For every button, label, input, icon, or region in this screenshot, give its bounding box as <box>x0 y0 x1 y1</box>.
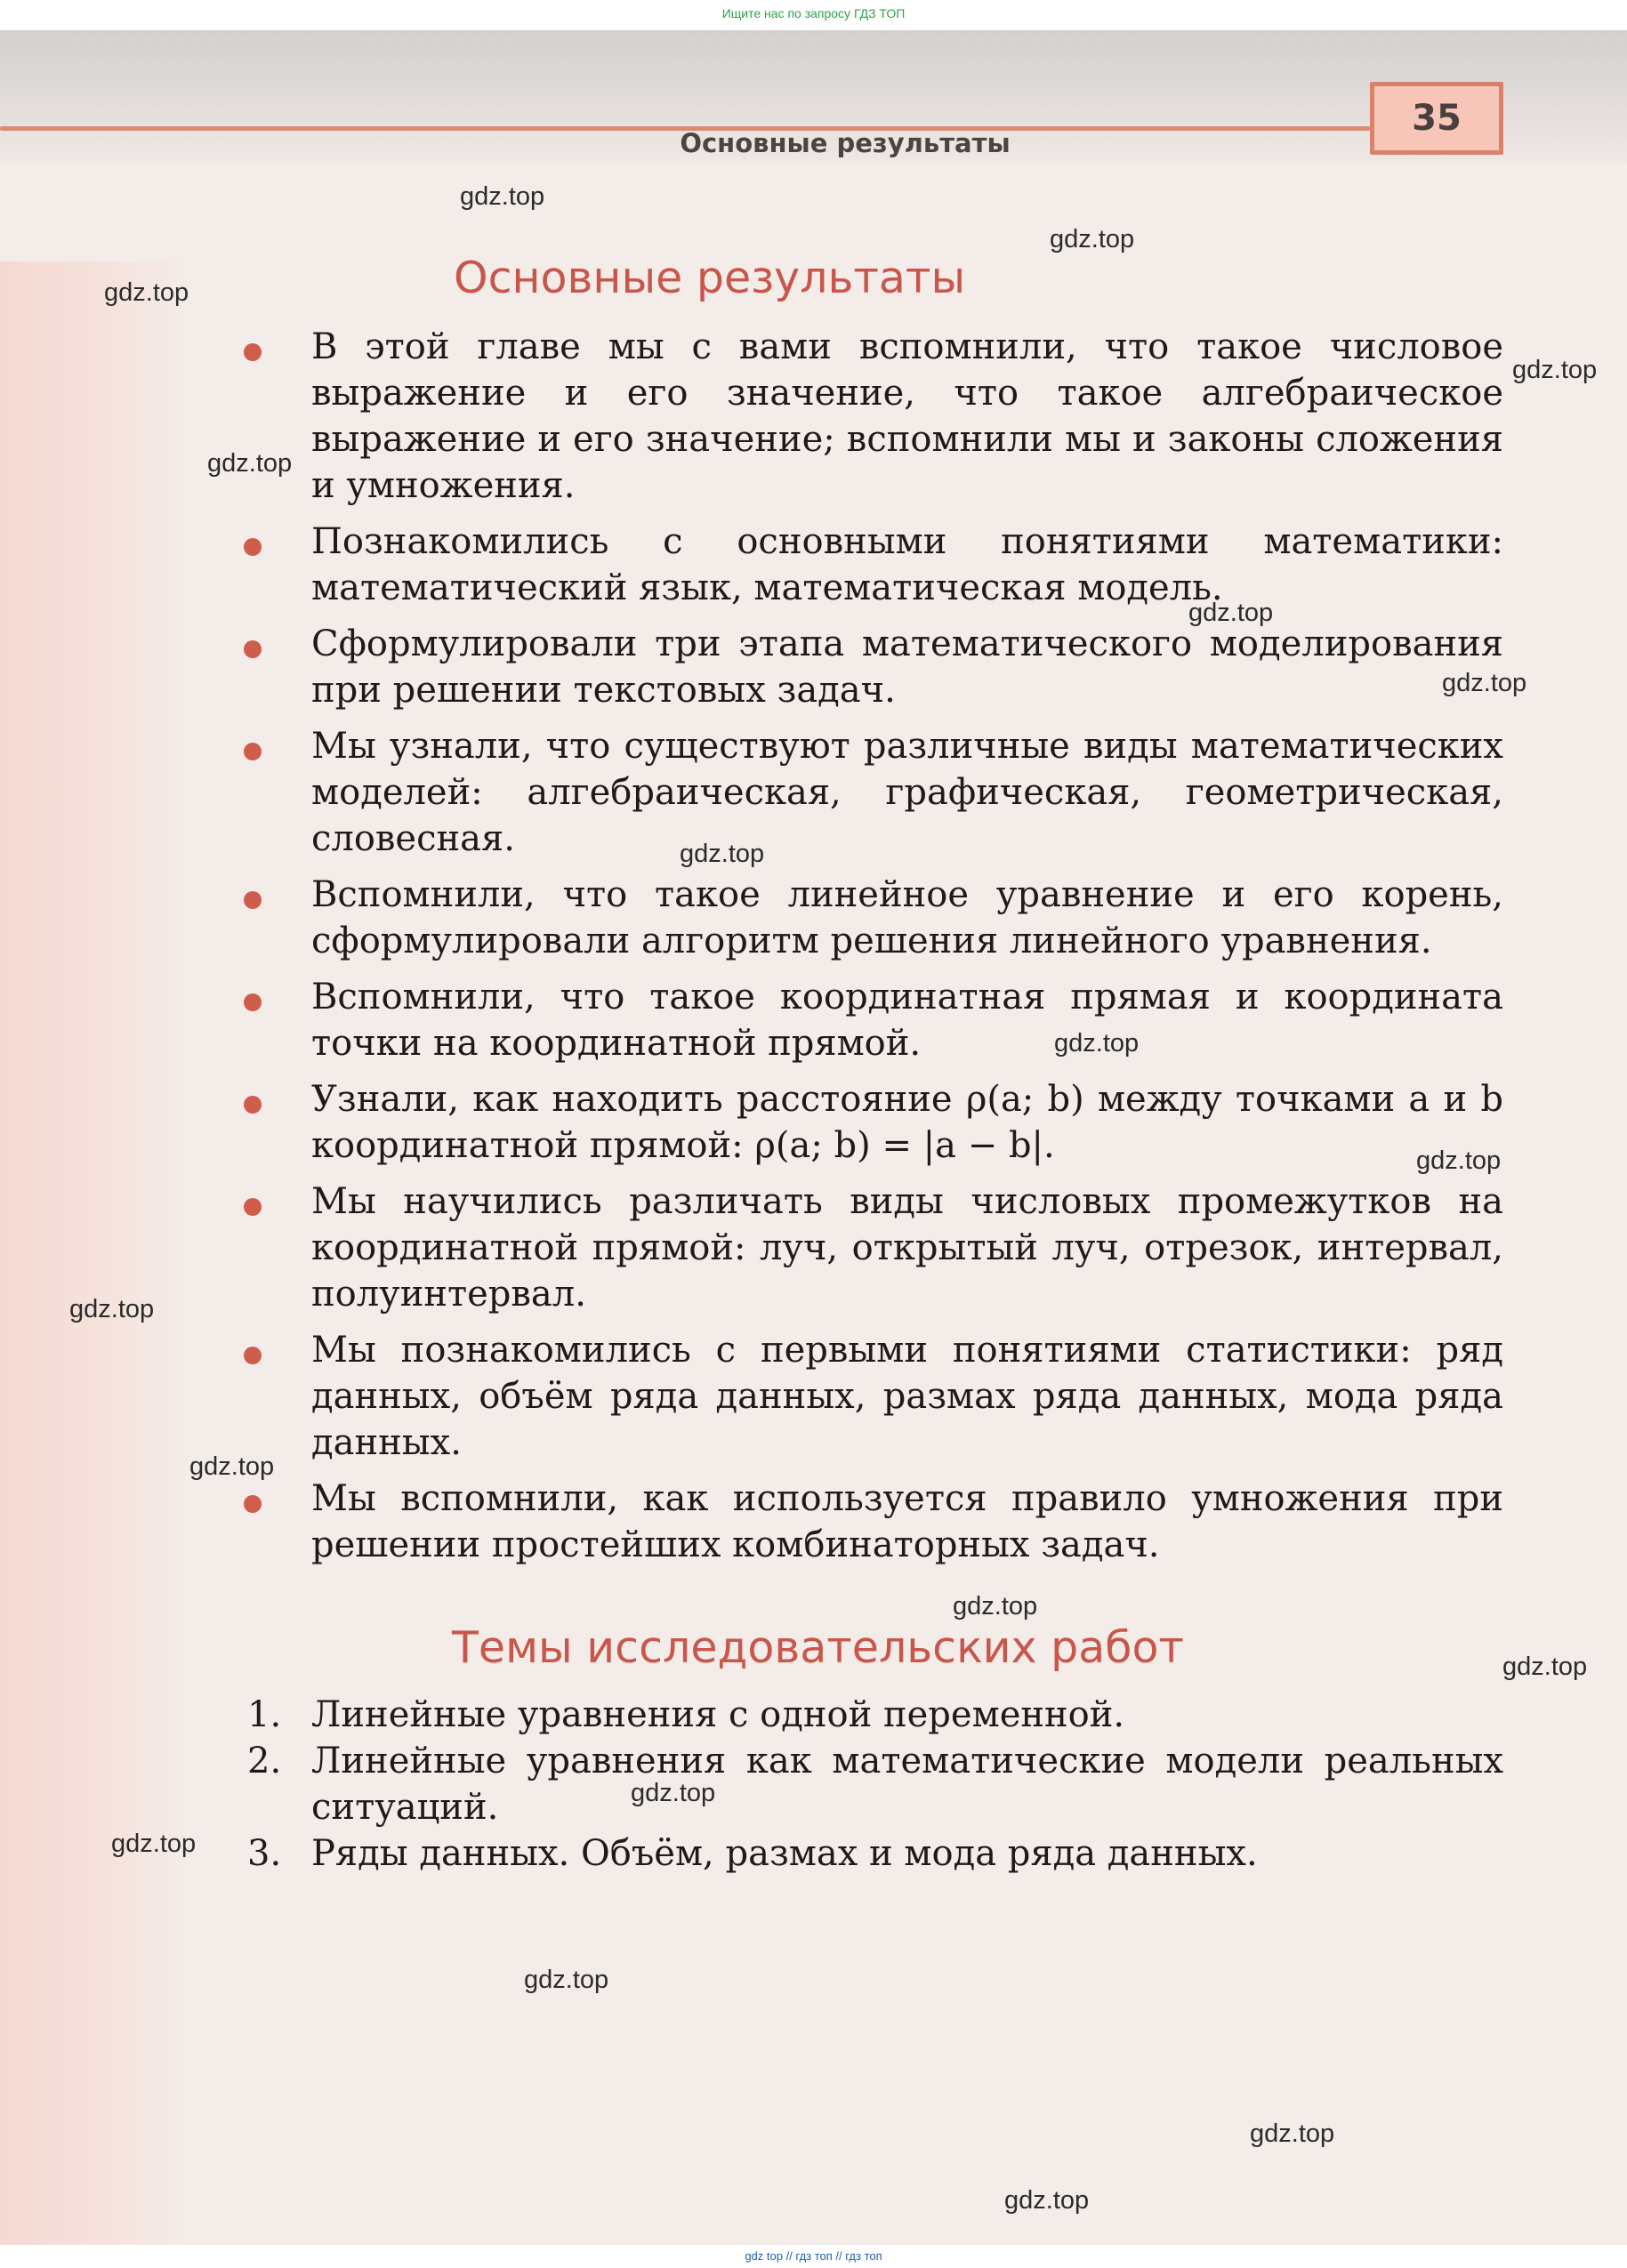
watermark: gdz.top <box>1512 356 1598 384</box>
bullet-icon <box>244 993 262 1011</box>
item-number: 3. <box>247 1833 282 1874</box>
item-number: 1. <box>247 1694 282 1735</box>
watermark: gdz.top <box>1050 225 1135 253</box>
bottom-banner: gdz top // гдз топ // гдз топ <box>0 2245 1627 2268</box>
list-item-text: Мы узнали, что существуют различные виды математических моделей: алгебраическая, графическая, геометрическая, словесная. <box>311 726 1503 859</box>
watermark: gdz.top <box>207 449 293 478</box>
left-margin-band <box>0 261 191 2245</box>
list-item-text: Сформулировали три этапа математического моделирования при решении текстовых задач. <box>311 623 1503 711</box>
watermark: gdz.top <box>1250 2119 1335 2148</box>
textbook-page <box>0 30 1627 2245</box>
bullet-icon <box>244 1495 262 1513</box>
list-item-text: Вспомнили, что такое координатная прямая и координата точки на координатной прямой. <box>311 977 1503 1064</box>
list-item-text: Мы научились различать виды числовых промежутков на координатной прямой: луч, открытый луч, отрезок, интервал, полуинтервал. <box>311 1181 1503 1315</box>
watermark: gdz.top <box>189 1452 275 1481</box>
bullet-icon <box>244 640 262 658</box>
item-text: Линейные уравнения с одной переменной. <box>311 1694 1125 1735</box>
watermark: gdz.top <box>524 1966 609 1994</box>
watermark: gdz.top <box>460 182 545 211</box>
item-text: Линейные уравнения как математические модели реальных ситуаций. <box>311 1741 1503 1828</box>
page-number: 35 <box>1412 98 1462 139</box>
watermark: gdz.top <box>1004 2186 1090 2215</box>
page-number-tab <box>1370 82 1503 155</box>
bullet-icon <box>244 743 262 760</box>
list-item-text: Мы познакомились с первыми понятиями статистики: ряд данных, объём ряда данных, размах ряда данных, мода ряда данных. <box>311 1330 1503 1463</box>
watermark: gdz.top <box>69 1295 155 1323</box>
watermark: gdz.top <box>1416 1146 1502 1175</box>
bullet-icon <box>244 1198 262 1216</box>
watermark: gdz.top <box>111 1830 197 1858</box>
bullet-icon <box>244 891 262 909</box>
watermark: gdz.top <box>1502 1653 1588 1681</box>
top-banner: Ищите нас по запросу ГДЗ ТОП <box>721 6 906 20</box>
bullet-icon <box>244 1347 262 1364</box>
bullet-icon <box>244 538 262 556</box>
list-item-text: Мы вспомнили, как используется правило умножения при решении простейших комбинаторных задач. <box>311 1478 1503 1565</box>
bullet-icon <box>244 343 262 361</box>
list-item-text: Познакомились с основными понятиями математики: математический язык, математическая модель. <box>311 521 1503 608</box>
watermark: gdz.top <box>680 840 765 868</box>
watermark: gdz.top <box>104 278 189 307</box>
watermark: gdz.top <box>631 1779 716 1807</box>
item-number: 2. <box>247 1741 282 1781</box>
watermark: gdz.top <box>953 1592 1038 1621</box>
watermark: gdz.top <box>1188 599 1274 627</box>
section-heading-results: Основные результаты <box>454 253 966 303</box>
watermark: gdz.top <box>1442 669 1527 697</box>
list-item-text: Узнали, как находить расстояние ρ(a; b) между точками a и b координатной прямой: ρ(a; b) = |a − b|. <box>311 1079 1503 1166</box>
running-head: Основные результаты <box>680 128 1011 158</box>
item-text: Ряды данных. Объём, размах и мода ряда данных. <box>311 1833 1258 1874</box>
section-heading-research: Темы исследовательских работ <box>452 1622 1184 1673</box>
list-item-text: Вспомнили, что такое линейное уравнение и его корень, сформулировали алгоритм решения линейного уравнения. <box>311 874 1503 961</box>
list-item-text: В этой главе мы с вами вспомнили, что такое числовое выражение и его значение, что такое алгебраическое выражение и его значение; вспомнили мы и законы сложения и умножения. <box>311 326 1503 506</box>
watermark: gdz.top <box>1054 1029 1140 1058</box>
bullet-icon <box>244 1096 262 1114</box>
